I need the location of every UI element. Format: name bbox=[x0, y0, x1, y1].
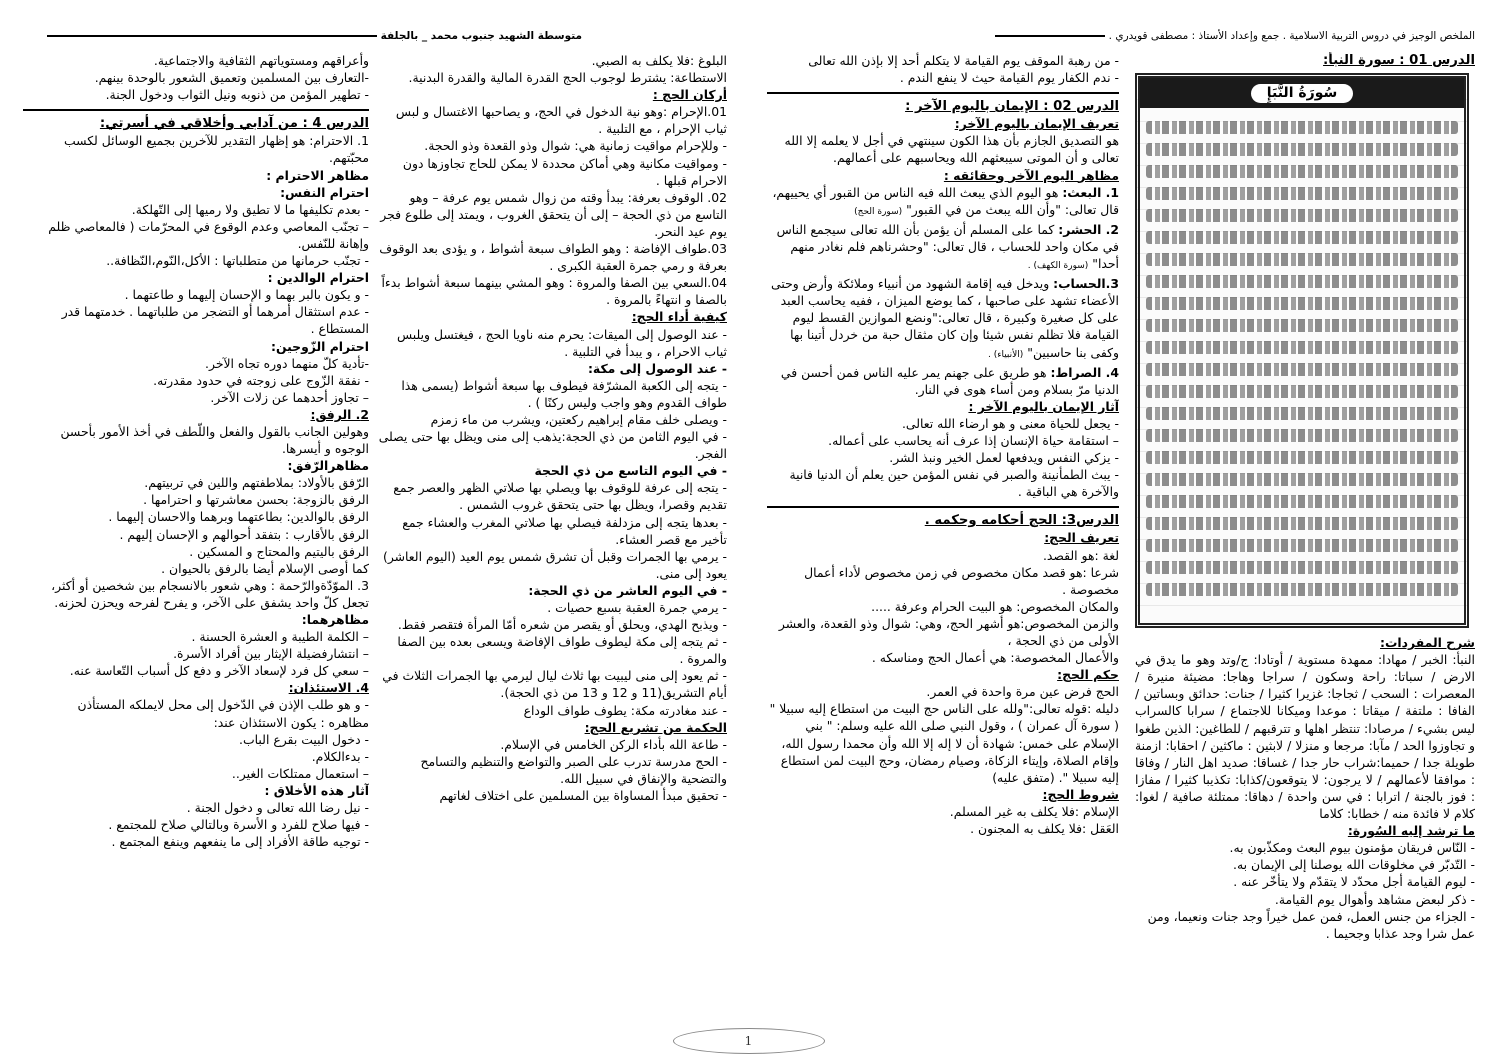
respect-def: 1. الاحترام: هو إظهار التقدير للآخرين بجميع الوسائل لكسب محبّتهم. bbox=[63, 133, 369, 166]
effect-item: - توجيه طاقة الأفراد إلى ما ينفعهم وينفع المجتمع . bbox=[111, 834, 369, 850]
pillar-item: - ومواقيت مكانية وهي أماكن محددة لا يمكن للحاج تجاوزها دون الاحرام قبلها . bbox=[402, 155, 727, 188]
self-item: - تجنّب حرمانها من متطلباتها : الأكل،النّوم،النّظافة.. bbox=[106, 253, 369, 269]
guide-title: ما ترشد إليه السُورة: bbox=[1347, 823, 1475, 839]
mercy-forms-title: مظاهرهما: bbox=[301, 612, 369, 627]
lesson-1-title: الدرس 01 : سورة النبأ: bbox=[1323, 53, 1475, 68]
guide-item: - ذكر لبعض مشاهد وأهوال يوم القيامة. bbox=[1274, 891, 1475, 907]
howto-item: - في اليوم التاسع من ذي الحجة bbox=[534, 463, 727, 479]
item-label: 1. البعث: bbox=[1062, 184, 1119, 200]
spouses-item: -تأدية كلّ منهما دوره تجاه الآخر. bbox=[205, 355, 369, 371]
column-surah-naba bbox=[1135, 52, 1475, 1026]
howto-title: كيفية أداء الحج: bbox=[631, 309, 727, 325]
permission-item: - دخول البيت بقرع الباب. bbox=[239, 731, 369, 747]
item-text: هو اليوم الذي يبعث الله فيه الناس من القبور أي يحييهم، قال تعالى: "وأن الله يبعث من في القبور" bbox=[772, 184, 1119, 217]
howto-item: - ثم يعود إلى منى ليبيت بها ثلاث ليال ليرمي بها الجمرات الثلاث في أيام التشريق(11 و 12 و 13 من ذي الحجة). bbox=[382, 668, 727, 701]
parents-title: احترام الوالدين : bbox=[267, 270, 369, 286]
effect-item: – استقامة حياة الإنسان إذا عرف أنه يحاسب على أعماله. bbox=[828, 432, 1119, 448]
effects-title: آثار الإيمان باليوم الآخر : bbox=[968, 398, 1119, 414]
section-divider bbox=[767, 92, 1119, 94]
pillars-title: أركان الحج : bbox=[652, 87, 727, 103]
spouses-title: احترام الزّوجين: bbox=[271, 338, 369, 354]
permission-item: - و هو طلب الإذن في الدّخول إلى محل لايملكه المستأذن bbox=[77, 697, 369, 713]
howto-item: - بعدها يتجه إلى مزدلفة فيصلي بها صلاتي المغرب والعشاء جمع تأخير مع قصر العشاء. bbox=[402, 514, 727, 547]
permission-item: مظاهره : يكون الاستئذان عند: bbox=[213, 714, 369, 730]
wisdom-item: - الحج مدرسة تدرب على الصبر والتواضع والتنظيم والتسامح والتضحية والإنفاق في سبيل الله. bbox=[420, 753, 727, 786]
effect-item: - يزكي النفس ويدفعها لعمل الخير ونبذ الشر. bbox=[889, 450, 1119, 466]
kindness-item: الرّفق بالأولاد: بملاطفتهم واللين في تربيتهم. bbox=[144, 475, 369, 491]
spouses-item: – تجاوز أحدهما عن زلات الآخر. bbox=[210, 389, 369, 405]
howto-item: - ويصلى خلف مقام إبراهيم ركعتين، ويشرب من ماء زمزم bbox=[430, 411, 727, 427]
guide-item: - ليوم القيامة أجل محدّد لا يتقدّم ولا يتأخّر عنه . bbox=[1233, 874, 1475, 890]
intro-line: - تطهير المؤمن من ذنوبه ونيل الثواب ودخول الجنة. bbox=[105, 87, 369, 103]
kindness-item: كما أوصى الإسلام أيضا بالرفق بالحيوان . bbox=[161, 560, 369, 576]
intro-line: -التعارف بين المسلمين وتعميق الشعور بالوحدة بينهم. bbox=[94, 70, 369, 86]
item-text: هو طريق على جهنم يمر عليه الناس فمن أحسن في الدنيا مرّ بسلام ومن أساء هوى في النار. bbox=[780, 364, 1119, 397]
permission-title: 4. الاستئذان: bbox=[288, 680, 369, 696]
header-left bbox=[22, 30, 582, 46]
manifest-item bbox=[767, 221, 1119, 275]
ruling-text: الحج فرض عين مرة واحدة في العمر. bbox=[926, 684, 1119, 700]
manifest-title: مظاهر اليوم الآخر وحقائقه : bbox=[943, 167, 1119, 183]
effect-item: - فيها صلاح للفرد و الأسرة وبالتالي صلاح للمجتمع . bbox=[108, 817, 369, 833]
mercy-def: 3. الموّدّةوالرّحمة : وهي شعور بالانسجام بين شخصين أو أكثر، تجعل كلّ واحد يشفق على الآخر، و يفرح لفرحه ويحزن لحزنه. bbox=[51, 577, 369, 610]
item-ref: (الأنبياء) . bbox=[988, 349, 1024, 360]
page-number: 1 bbox=[673, 1028, 825, 1054]
item-label: 4. الصراط: bbox=[1050, 364, 1119, 380]
definition-text: هو التصديق الجازم بأن هذا الكون سينتهي في أجل لا يعلمه إلا الله تعالى و أن الموتى سيبعثهم الله ويحاسبهم على أعمالهم. bbox=[784, 133, 1119, 166]
kindness-forms-title: مظاهرالرّفق: bbox=[287, 458, 369, 474]
guide-item: - النّاس فريقان مؤمنون بيوم البعث ومكذّبون به. bbox=[1229, 840, 1475, 856]
hajj-shar: شرعا :هو قصد مكان مخصوص في زمن مخصوص لأداء أعمال مخصوصة . bbox=[804, 564, 1119, 597]
mercy-item: – انتشارفضيلة الإيثار بين أفراد الأسرة. bbox=[173, 646, 369, 662]
effect-item: - يجعل للحياة معنى و هو ارضاء الله تعالى. bbox=[901, 415, 1119, 431]
quran-title: سُورَةُ النَّبَإِ bbox=[1251, 84, 1354, 103]
column-family-manners bbox=[23, 52, 369, 1026]
header-rule bbox=[995, 35, 1105, 37]
column-last-day-hajj bbox=[767, 52, 1119, 1026]
howto-item: - يتجه إلى عرفة للوقوف بها ويصلي بها صلاتي الظهر والعصر جمع تقديم وقصرا، ويظل بها حتى يتحقق غروب الشمس . bbox=[393, 480, 727, 513]
header-rule bbox=[47, 35, 377, 37]
hajj-def-title: تعريف الحج: bbox=[1044, 530, 1119, 546]
howto-item: - ثم يتجه إلى مكة ليطوف طواف الإفاضة ويسعى بعده بين الصفا والمروة . bbox=[397, 634, 727, 667]
pillar-item: 01.الإحرام :وهو نية الدخول في الحج، و يصاحبها الاغتسال و لبس ثياب الإحرام ، مع التلبية . bbox=[395, 104, 727, 137]
self-item: – تجنّب المعاصي وعدم الوقوع في المحرّمات ( فالمعاصي ظلم وإهانة للنّفس. bbox=[48, 218, 369, 251]
intro-line: وأعراقهم ومستوياتهم الثقافية والاجتماعية. bbox=[153, 53, 369, 68]
definition-title: تعريف الإيمان باليوم الآخر: bbox=[954, 116, 1119, 132]
manifest-item bbox=[767, 275, 1119, 363]
item-label: 2. الحشر: bbox=[1058, 221, 1119, 237]
lesson-4-title: الدرس 4 : من آدابي وأخلاقي في أسرتي: bbox=[99, 116, 369, 132]
howto-item: - يرمي بها الجمرات وقبل أن تشرق شمس يوم العيد (اليوم العاشر) يعود إلى منى. bbox=[382, 548, 727, 581]
vocab-title: شرح المفردات: bbox=[1380, 635, 1475, 651]
howto-item: - عند الوصول إلى مكة: bbox=[587, 360, 727, 376]
howto-item: - عند الوصول إلى الميقات: يحرم منه ناويا الحج ، فيغتسل ويلبس ثياب الاحرام ، و يبدأ في التلبية . bbox=[396, 326, 727, 359]
kindness-title: 2. الرفق: bbox=[310, 406, 369, 422]
hajj-acts: والأعمال المخصوصة: هي أعمال الحج ومناسكه . bbox=[871, 650, 1119, 666]
condition-item: الإسلام :فلا يكلف به غير المسلم. bbox=[949, 803, 1119, 819]
condition-item: العَقل :فلا يكلف به المجنون . bbox=[970, 821, 1119, 837]
quran-text-image bbox=[1135, 73, 1469, 628]
howto-item: - في اليوم العاشر من ذي الحجة: bbox=[528, 582, 727, 598]
self-title: احترام النفس: bbox=[280, 184, 369, 200]
guide-item: - التّدبّر في مخلوقات الله يوصلنا إلى الإيمان به. bbox=[1233, 857, 1475, 873]
header-right-text: الملخص الوجيز في دروس التربية الاسلامية . جمع وإعداد الأستاذ : مصطفى قويدري . bbox=[1108, 30, 1475, 42]
wisdom-item: - طاعة الله بأداء الركن الخامس في الإسلام. bbox=[500, 736, 727, 752]
parents-item: - عدم استثقال أمرهما أو التضجر من طلباتهما . خدمتهما قدر المستطاع . bbox=[61, 304, 369, 337]
effects-title: آثار هذه الأخلاق : bbox=[264, 782, 369, 798]
item-text: كما على المسلم أن يؤمن بأن الله تعالى سيجمع الناس في مكان واحد للحساب ، قال تعالى: "وحشرناهم فلم نغادر منهم أحدا" bbox=[776, 221, 1119, 272]
hajj-place: والمكان المخصوص: هو البيت الحرام وعرفة ..... bbox=[871, 598, 1119, 614]
proof-text: دليله :قوله تعالى:"ولله على الناس حج البيت من استطاع إليه سبيلا " ( سورة آل عمران ) ، وقول النبي صلى الله عليه وسلم: " بني الإسلام على خمس: شهادة أن لا إله إلا الله وأن محمدا رسول الله، وإقام الصلاة، وإيتاء الزكاة، وصيام رمضان، وحج البيت لمن استطاع إليه سبيلا ". (متفق عليه) bbox=[769, 701, 1119, 785]
header-right bbox=[955, 30, 1475, 46]
hajj-lang: لغة :هو القصد. bbox=[1042, 547, 1119, 563]
pillar-item: 04.السعي بين الصفا والمروة : وهو المشي بينهما سبعة أشواط بدءاً بالصفا و انتهاءً بالمروة . bbox=[381, 275, 727, 308]
howto-item: - يرمي جمرة العقبة بسبع حصيات . bbox=[547, 600, 727, 615]
permission-item: – استعمال ممتلكات الغير.. bbox=[231, 765, 369, 781]
self-item: - بعدم تكليفها ما لا تطيق ولا رميها إلى التّهلكة. bbox=[131, 201, 369, 217]
spouses-item: - نفقة الزّوج على زوجته في حدود مقدرته. bbox=[153, 372, 369, 388]
manifest-item bbox=[767, 364, 1119, 398]
kindness-def: وهولين الجانب بالقول والفعل واللّطف في أخذ الأمور بأحسن الوجوه و أيسرها. bbox=[60, 423, 369, 457]
manifest-item bbox=[767, 184, 1119, 221]
section-divider bbox=[767, 506, 1119, 508]
conditions-title: شروط الحج: bbox=[1042, 786, 1119, 802]
howto-item: - ويذبح الهدي، ويحلق أو يقصر من شعره أمّا المرأة فتقصر فقط. bbox=[397, 617, 727, 633]
effect-item: - يبث الطمأنينة والصبر في نفس المؤمن حين يعلم أن الدنيا فانية والآخرة هي الباقية . bbox=[789, 467, 1119, 500]
header-school: متوسطة الشهيد جنبوب محمد _ بالجلفة bbox=[380, 30, 582, 42]
wisdom-item: - تحقيق مبدأ المساواة بين المسلمين على اختلاف لغاتهم bbox=[439, 788, 727, 804]
pillar-item: 03.طواف الإفاضة : وهو الطواف سبعة أشواط ، و يؤدى بعد الوقوف بعرفة و رمي جمرة العقبة الكبرى . bbox=[379, 241, 727, 274]
respect-forms-title: مظاهر الاحترام : bbox=[266, 167, 369, 183]
item-text: ويدخل فيه إقامة الشهود من أنبياء وملائكة وأرض وحتى الأعضاء تشهد على صاحبها ، كما يوضع الميزان ، ففيه يحاسب العبد على كل صغيرة وكبيرة ، قال تعالى:"ونضع الموازين القسط ليوم القيامة فلا تظلم نفس شيئا وإن كان مثقال حبة من خردل أتينا بها وكفى بنا حاسبين" bbox=[771, 276, 1119, 360]
mercy-item: – سعي كل فرد لإسعاد الآخر و دفع كل أسباب التّعاسة عنه. bbox=[69, 663, 369, 679]
kindness-item: الرفق بالزوجة: بحسن معاشرتها و احترامها . bbox=[143, 492, 369, 508]
lesson-3-title: الدرس3: الحج أحكامه وحكمه . bbox=[924, 513, 1119, 529]
kindness-item: الرفق باليتيم والمحتاج و المسكين . bbox=[189, 543, 369, 559]
intro-line: البلوغ :فلا يكلف به الصبي. bbox=[591, 53, 727, 68]
effect-item: - نيل رضا الله تعالى و دخول الجنة . bbox=[186, 800, 369, 816]
permission-item: - بدءالكلام. bbox=[311, 748, 369, 764]
item-label: 3.الحساب: bbox=[1053, 276, 1119, 292]
howto-item: - يتجه إلى الكعبة المشرّفة فيطوف بها سبعة أشواط (يسمى هذا طواف القدوم وهو واجب وليس ركنًا ) . bbox=[401, 377, 727, 410]
section-divider bbox=[23, 109, 369, 111]
wisdom-title: الحكمة من تشريع الحج: bbox=[584, 719, 727, 735]
mercy-item: – الكلمة الطيبة و العشرة الحسنة . bbox=[191, 629, 369, 645]
quran-title-band bbox=[1140, 78, 1464, 108]
intro-line: - من رهبة الموقف يوم القيامة لا يتكلم أحد إلا بإذن الله تعالى bbox=[808, 53, 1119, 68]
howto-item: - في اليوم الثامن من ذي الحجة:يذهب إلى منى ويظل بها حتى يصلى الفجر. bbox=[378, 429, 727, 462]
vocab-text: النبأ: الخبر / مهادا: ممهدة مستوية / أوتادا: ج/وتد وهو ما يدق في الارض / سباتا: راحة وسكون / سراجا وهاجا: مضيئة منيرة / المعصرات : السحب / ثجاجا: غزيرا كثيرا / جنات: حدائق وبساتين / الفافا : ملتفة / ميقاتا : موعدا وميكانا للاجتماع / سرابا كالسراب ليس بشيء / مرصادا: تنتظر اهلها و تترقبهم / للطاغين: الذين طغوا و تجاوزوا الحد / مآبا: مرجعا و منزلا / لابثين : ماكثين / احقابا: ازمنة طويلة جدا / حميما:شراب حار جدا / غساقا: صديد اهل النار / وفاقا : موافقا لأعمالهم / لا يرجون: لا يتوقعون/كذابا: تكذيبا كثيرا / مفازا : فوز بالجنة / اترابا : في سن واحدة / دهاقا: ممتلئة صافية / لغوا: كلام لا فائدة منه / خطابا: كلاما bbox=[1135, 652, 1475, 822]
kindness-item: الرفق بالأقارب : بتفقد أحوالهم و الإحسان إليهم . bbox=[119, 526, 369, 542]
pillar-item: 02. الوقوف بعرفة: يبدأ وقته من زوال شمس يوم عرفة – وهو التاسع من ذي الحجة – إلى أن يتحقق الغروب ، ويمتد إلى طلوع فجر يوم عيد النحر. bbox=[380, 189, 727, 239]
intro-line: الاستطاعة: يشترط لوجوب الحج القدرة المالية والقدرة البدنية. bbox=[408, 70, 727, 86]
item-ref: (سورة الكهف) . bbox=[1027, 261, 1089, 272]
intro-line: - ندم الكفار يوم القيامة حيث لا ينفع الندم . bbox=[899, 70, 1119, 86]
pillar-item: - وللإحرام مواقيت زمانية هي: شوال وذو القعدة وذو الحجة. bbox=[424, 138, 727, 154]
item-ref: (سورة الحج) bbox=[854, 206, 903, 217]
ruling-title: حكم الحج: bbox=[1057, 667, 1119, 683]
column-hajj-pillars bbox=[377, 52, 727, 1026]
quran-lines bbox=[1146, 112, 1458, 617]
howto-item: - عند مغادرته مكة: يطوف طواف الوداع bbox=[523, 702, 727, 718]
guide-item: - الجزاء من جنس العمل، فمن عمل خيراً وجد جنات ونعيما، ومن عمل شرا وجد عذابا وجحيما . bbox=[1147, 908, 1475, 941]
kindness-item: الرفق بالوالدين: بطاعتهما وبرهما والاحسان إليهما . bbox=[108, 509, 369, 525]
hajj-time: والزمن المخصوص:هو أشهر الحج، وهي: شوال وذو القعدة، والعشر الأولى من ذي الحجة ، bbox=[778, 615, 1119, 648]
lesson-2-title: الدرس 02 : الإيمان باليوم الآخر : bbox=[905, 99, 1119, 115]
parents-item: - و يكون بالبر بهما و الإحسان إليهما و طاعتهما . bbox=[124, 287, 369, 303]
